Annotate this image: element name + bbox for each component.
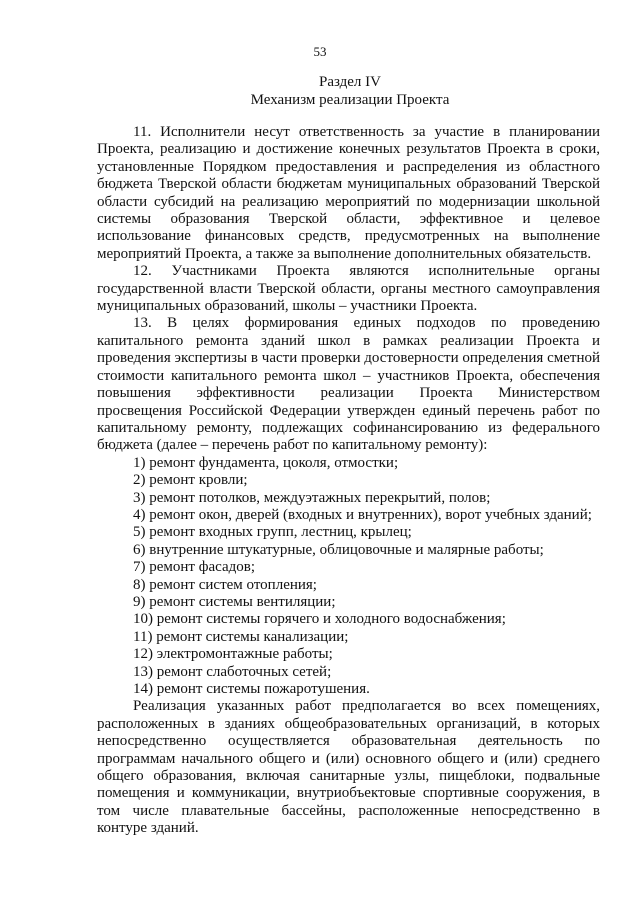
list-item: 11) ремонт системы канализации; bbox=[133, 628, 349, 645]
section-title: Раздел IV bbox=[318, 74, 381, 90]
paragraph-13: 13. В целях формирования единых подходов по проведению капитального ремонта зданий школ в рамках реализации Проекта и проведения экспертизы в части проверки достоверности определения сметной стоимости капитального ремонта школ – участников Проекта, обеспечения повышения эффективности реализации Проекта Министерством просвещения Российской Федерации утвержден единый перечень работ по капитальному ремонту, подлежащих софинансированию из федерального бюджета (далее – перечень работ по капитальному ремонту): bbox=[97, 315, 600, 454]
list-item: 12) электромонтажные работы; bbox=[133, 646, 333, 663]
works-list bbox=[97, 455, 600, 699]
list-item: 3) ремонт потолков, междуэтажных перекрытий, полов; bbox=[133, 489, 491, 506]
list-item: 4) ремонт окон, дверей (входных и внутренних), ворот учебных зданий; bbox=[133, 506, 592, 523]
page-number: 53 bbox=[313, 44, 327, 59]
document-body bbox=[97, 124, 600, 838]
list-item: 14) ремонт системы пожаротушения. bbox=[133, 681, 370, 697]
list-item: 13) ремонт слаботочных сетей; bbox=[133, 663, 332, 680]
section-subtitle: Механизм реализации Проекта bbox=[250, 92, 450, 108]
paragraph-final: Реализация указанных работ предполагается во всех помещениях, расположенных в зданиях общеобразовательных организаций, в которых непосредственно осуществляется образовательная деятельность по программам начального общего и (или) основного общего и (или) среднего общего образования, включая санитарные узлы, пищеблоки, подвальные помещения и коммуникации, внутриобъектовые спортивные сооружения, в том числе плавательные бассейны, расположенные непосредственно в контуре зданий. bbox=[97, 698, 600, 837]
list-item: 2) ремонт кровли; bbox=[133, 472, 248, 489]
list-item: 5) ремонт входных групп, лестниц, крылец; bbox=[133, 524, 412, 541]
list-item: 6) внутренние штукатурные, облицовочные и малярные работы; bbox=[133, 541, 544, 558]
list-item: 9) ремонт системы вентиляции; bbox=[133, 593, 336, 610]
list-item: 1) ремонт фундамента, цоколя, отмостки; bbox=[133, 454, 399, 471]
list-item: 8) ремонт систем отопления; bbox=[133, 576, 317, 593]
list-item: 7) ремонт фасадов; bbox=[133, 559, 255, 576]
paragraph-12: 12. Участниками Проекта являются исполнительные органы государственной власти Тверской области, органы местного самоуправления муниципальных образований, школы – участники Проекта. bbox=[97, 263, 600, 315]
paragraph-11: 11. Исполнители несут ответственность за участие в планировании Проекта, реализацию и достижение конечных результатов Проекта в сроки, установленные Порядком предоставления и распределения из областного бюджета Тверской области бюджетам муниципальных образований Тверской области субсидий на реализацию мероприятий по модернизации школьной системы образования Тверской области, эффективное и целевое использование финансовых средств, предусмотренных на выполнение мероприятий Проекта, а также за выполнение дополнительных обязательств. bbox=[97, 124, 600, 262]
list-item: 10) ремонт системы горячего и холодного водоснабжения; bbox=[133, 611, 506, 628]
